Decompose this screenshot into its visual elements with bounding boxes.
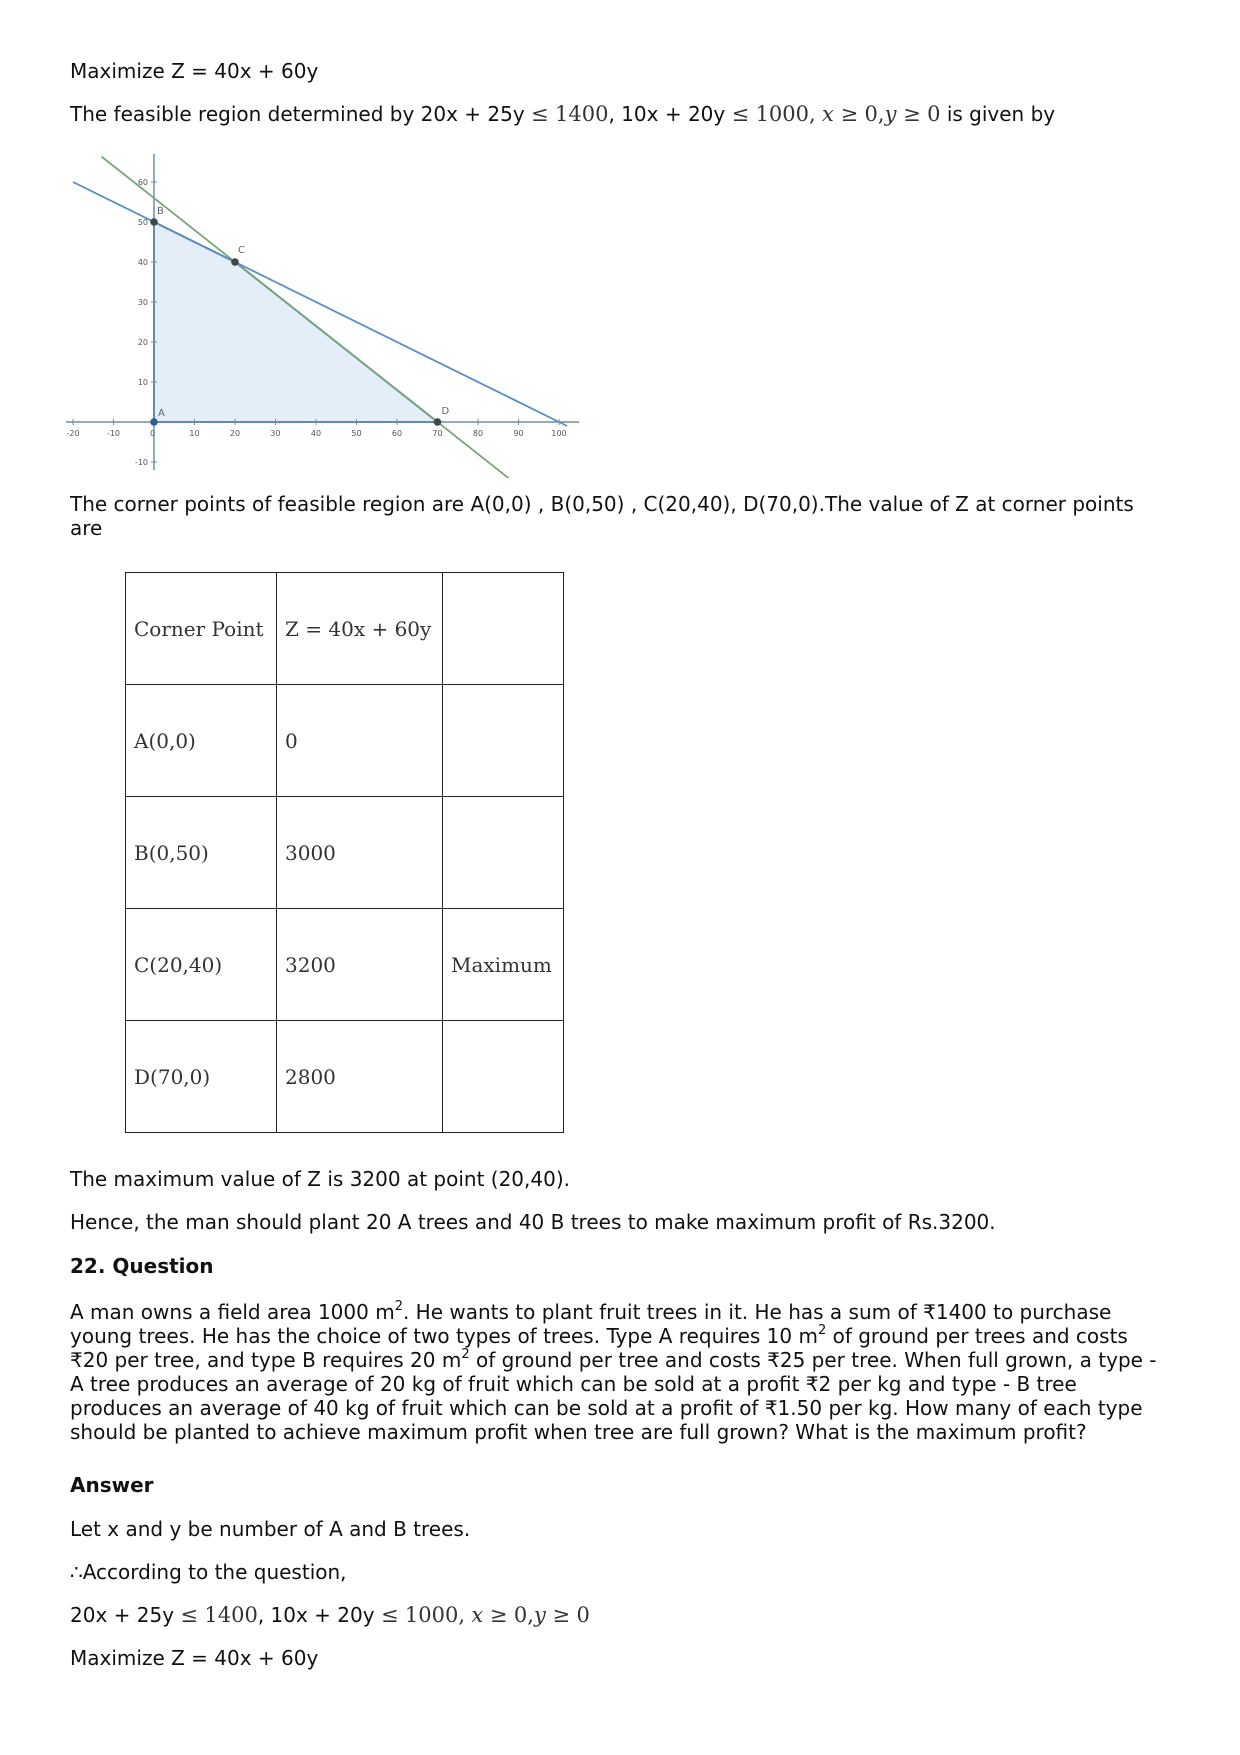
question-text: of ground per tree and costs ₹25 per tree. When full grown, a type - [469, 1348, 1157, 1372]
feasible-zero-1: 0, [864, 102, 885, 126]
x-tick-label: -10 [106, 429, 121, 438]
question-line: produces an average of 40 kg of fruit which can be sold at a profit of ₹1.50 per kg. How many of each type [70, 1396, 1143, 1420]
x-tick-label: 70 [432, 429, 443, 438]
feasible-value-1000: 1000, [755, 102, 816, 126]
y-tick-label: 40 [137, 258, 148, 267]
var-x: x ≥ [471, 1603, 508, 1627]
table-header-cell: Corner Point [126, 573, 277, 685]
constraint-zero-2: 0 [576, 1603, 590, 1627]
leq-symbol: ≤ [531, 102, 549, 126]
question-line [70, 1300, 1180, 1324]
table-header-cell: Z = 40x + 60y [277, 573, 443, 685]
feasible-text-g: is given by [946, 102, 1056, 126]
table-row [126, 685, 564, 797]
corner-point-label: D [441, 406, 450, 417]
question-text: young trees. He has the choice of two types of trees. Type A requires 10 m [70, 1324, 818, 1348]
x-tick-label: 60 [391, 429, 403, 438]
table-cell [443, 1021, 564, 1133]
constraint-line [70, 1603, 590, 1627]
question-line [70, 1324, 1180, 1348]
table-cell: 3200 [277, 909, 443, 1021]
table-cell: 0 [277, 685, 443, 797]
y-tick-label: -10 [134, 458, 148, 467]
table-cell: C(20,40) [126, 909, 277, 1021]
table-header-cell [443, 573, 564, 685]
question-line: should be planted to achieve maximum profit when tree are full grown? What is the maximum profit? [70, 1420, 1087, 1444]
question-line: A tree produces an average of 20 kg of fruit which can be sold at a profit ₹2 per kg and type - B tree [70, 1372, 1077, 1396]
leq-symbol-2: ≤ [731, 102, 750, 126]
var-x: x ≥ [822, 102, 859, 126]
feasible-region [154, 222, 438, 422]
table-cell [443, 685, 564, 797]
corner-point-label: A [158, 408, 165, 419]
corner-point-a [150, 418, 158, 426]
feasible-text-c: , 10x + 20y [608, 102, 726, 126]
corner-point-table [125, 572, 564, 1133]
table-cell: A(0,0) [126, 685, 277, 797]
question-line [70, 1348, 1180, 1372]
maximize-heading: Maximize Z = 40x + 60y [70, 59, 319, 83]
corner-points-text: The corner points of feasible region are A(0,0) , B(0,50) , C(20,40), D(70,0).The value of Z at corner points [70, 492, 1134, 516]
x-tick-label: 80 [472, 429, 484, 438]
x-tick-label: -20 [66, 429, 80, 438]
table-row [126, 1021, 564, 1133]
table-cell: 3000 [277, 797, 443, 909]
table-cell: 2800 [277, 1021, 443, 1133]
x-tick-label: 0 [150, 429, 156, 438]
let-text: Let x and y be number of A and B trees. [70, 1517, 471, 1541]
feasible-zero-2: 0 [927, 102, 941, 126]
superscript: 2 [817, 1323, 827, 1339]
corner-point-label: C [238, 245, 245, 256]
question-heading: 22. Question [70, 1254, 214, 1278]
constraint-text-c: , 10x + 20y [257, 1603, 375, 1627]
table-cell: D(70,0) [126, 1021, 277, 1133]
constraint-value-1000: 1000, [404, 1603, 466, 1627]
corner-point-label: B [157, 206, 164, 217]
according-text: ∴According to the question, [70, 1560, 347, 1584]
hence-text: Hence, the man should plant 20 A trees and 40 B trees to make maximum profit of Rs.3200. [70, 1210, 996, 1234]
x-tick-label: 90 [513, 429, 524, 438]
x-tick-label: 100 [551, 429, 567, 438]
y-tick-label: 10 [137, 378, 148, 387]
constraint-text-a: 20x + 25y [70, 1603, 175, 1627]
table-row [126, 797, 564, 909]
superscript: 2 [394, 1299, 403, 1315]
table-cell [443, 797, 564, 909]
leq-symbol: ≤ [180, 1603, 199, 1627]
y-tick-label: 20 [137, 338, 148, 347]
x-tick-label: 20 [229, 429, 241, 438]
feasible-value-1400: 1400 [555, 102, 609, 126]
corner-point-d [434, 418, 442, 426]
feasible-region-graph [66, 148, 606, 478]
corner-point-b [150, 218, 158, 226]
table-cell: B(0,50) [126, 797, 277, 909]
x-tick-label: 30 [270, 429, 281, 438]
question-text: of ground per trees and costs [826, 1324, 1128, 1348]
constraint-value-1400: 1400 [204, 1603, 258, 1627]
max-value-text: The maximum value of Z is 3200 at point (20,40). [70, 1167, 570, 1191]
question-text: . He wants to plant fruit trees in it. He has a sum of ₹1400 to purchase [402, 1300, 1112, 1324]
y-tick-label: 30 [137, 298, 148, 307]
feasible-region-sentence [70, 102, 1055, 126]
x-tick-label: 10 [189, 429, 200, 438]
table-cell: Maximum [443, 909, 564, 1021]
answer-heading: Answer [70, 1473, 154, 1497]
var-y: y ≥ [533, 1603, 571, 1627]
y-tick-label: 60 [137, 178, 148, 187]
table-header-row [126, 573, 564, 685]
leq-symbol-2: ≤ [380, 1603, 399, 1627]
x-tick-label: 50 [351, 429, 362, 438]
feasible-text-a: The feasible region determined by 20x + 25y [70, 102, 525, 126]
question-paragraph [70, 1300, 1180, 1444]
y-tick-label: 50 [137, 218, 148, 227]
corner-point-c [231, 258, 239, 266]
superscript: 2 [461, 1347, 470, 1363]
constraint-zero-1: 0, [513, 1603, 534, 1627]
question-text: A man owns a field area 1000 m [70, 1300, 395, 1324]
x-tick-label: 40 [310, 429, 322, 438]
corner-points-text-2: are [70, 516, 103, 540]
maximize-footer: Maximize Z = 40x + 60y [70, 1646, 319, 1670]
table-row [126, 909, 564, 1021]
var-y: y ≥ [884, 102, 921, 126]
question-text: ₹20 per tree, and type B requires 20 m [70, 1348, 462, 1372]
